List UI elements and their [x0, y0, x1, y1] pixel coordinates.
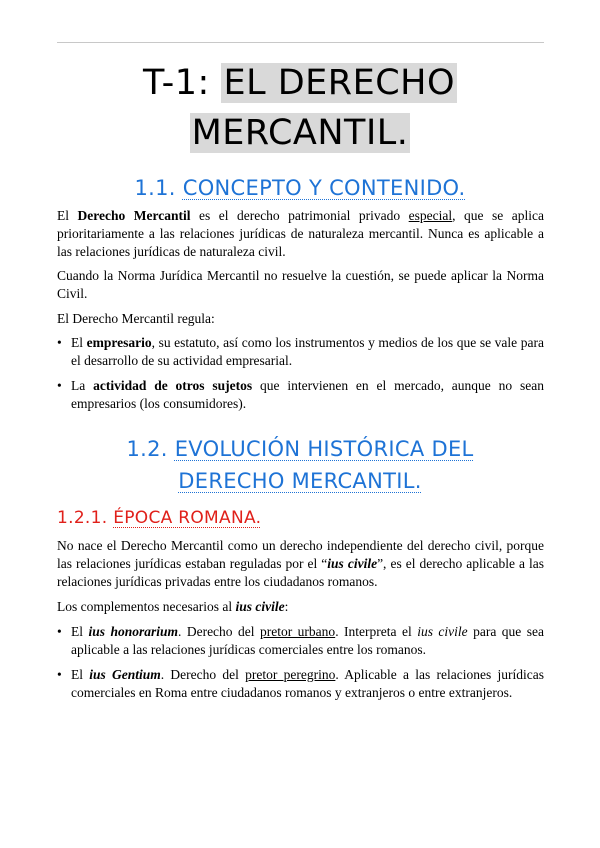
paragraph-regula: El Derecho Mercantil regula: [57, 311, 215, 326]
title-line-1: T-1: EL DERECHO [142, 63, 456, 103]
list-item-text: El empresario, su estatuto, así como los instrumentos y medios de los que se vale para el desarrollo de su actividad empresarial. [71, 335, 544, 368]
list-item [57, 334, 544, 370]
paragraph-definition: El Derecho Mercantil es el derecho patrimonial privado especial, que se aplica prioritariamente a las relaciones jurídicas de naturaleza mercantil. Nunca es aplicable a las relaciones jurídicas de naturaleza civil. [57, 208, 545, 259]
list-item [57, 377, 544, 413]
list-item [57, 623, 544, 659]
section-heading-1-2-1: 1.2.1. ÉPOCA ROMANA. [57, 508, 262, 528]
paragraph-roman-origin: No nace el Derecho Mercantil como un derecho independiente del derecho civil, porque las relaciones jurídicas estaban reguladas por el “ius civile”, es el derecho aplicable a las relaciones jurídicas privadas entre los ciudadanos romanos. [57, 538, 544, 589]
bullet-icon: • [57, 624, 62, 639]
paragraph-complementos: Los complementos necesarios al ius civile: [57, 599, 289, 614]
page-title [0, 58, 600, 158]
section-heading-1-1: 1.1. CONCEPTO Y CONTENIDO. [134, 176, 466, 200]
section-heading-1-2: 1.2. EVOLUCIÓN HISTÓRICA DEL DERECHO MERCANTIL. [126, 437, 474, 493]
bullet-icon: • [57, 378, 62, 393]
bullet-icon: • [57, 335, 62, 350]
bullet-icon: • [57, 667, 62, 682]
list-item-text: El ius Gentium. Derecho del pretor peregrino. Aplicable a las relaciones jurídicas comerciales en Roma entre ciudadanos romanos y extranjeros o entre extranjeros. [71, 667, 544, 700]
paragraph-norma-civil: Cuando la Norma Jurídica Mercantil no resuelve la cuestión, se puede aplicar la Norma Civil. [57, 268, 544, 301]
list-item-text: El ius honorarium. Derecho del pretor urbano. Interpreta el ius civile para que sea aplicable a las relaciones jurídicas comerciales entre los romanos. [71, 624, 545, 657]
list-item [57, 666, 544, 702]
title-line-2: MERCANTIL. [191, 113, 409, 153]
list-item-text: La actividad de otros sujetos que intervienen en el mercado, aunque no sean empresarios (los consumidores). [71, 378, 544, 411]
header-rule [57, 42, 544, 43]
